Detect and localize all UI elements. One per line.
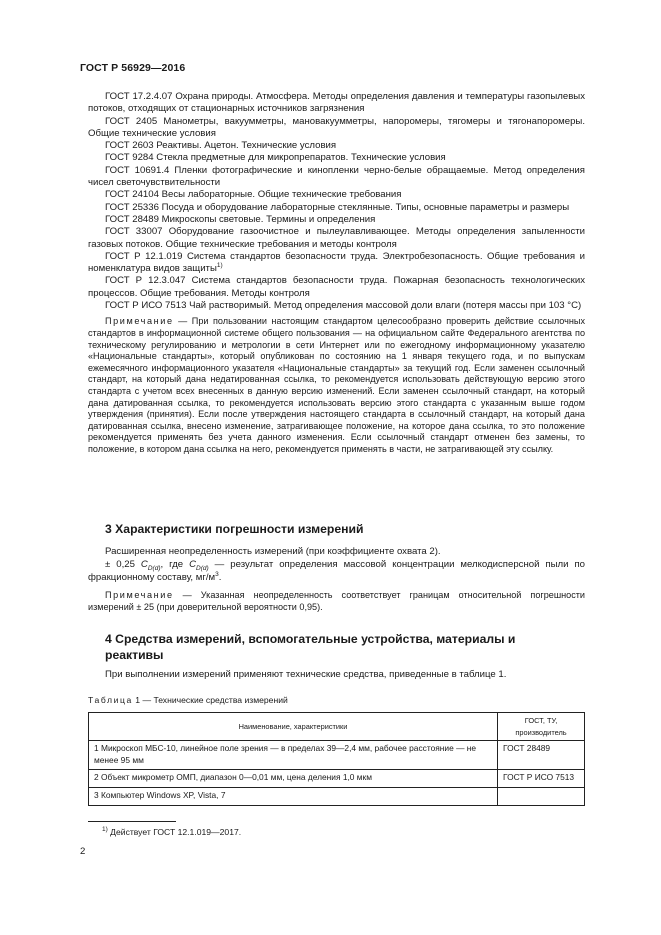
document-header: ГОСТ Р 56929—2016 xyxy=(80,62,186,74)
equipment-table xyxy=(88,712,585,806)
section-3-formula-paragraph: ± 0,25 $C_{D(d)}$, где $C_{D(d)}$ — результат определения массовой концентрации мелкодисперсной пыли по фракционному составу, $мг/м^3$. xyxy=(88,559,585,583)
section-3-body xyxy=(88,545,585,613)
footnote-divider xyxy=(88,821,176,822)
table-cell: 1 Микроскоп МБС-10, линейное поле зрения — в пределах 39—2,4 мм, рабочее расстояние — не менее 95 мм xyxy=(89,741,498,770)
reference-item: ГОСТ 25336 Посуда и оборудование лабораторные стеклянные. Типы, основные параметры и размеры xyxy=(105,201,570,213)
section-3-note xyxy=(88,590,585,613)
note-label: Примечание xyxy=(105,590,174,600)
note-label: Примечание xyxy=(105,316,174,327)
table-header-row xyxy=(89,713,585,741)
reference-item: ГОСТ 33007 Оборудование газоочистное и пылеулавливающее. Методы определения запыленности газовых потоков. Общие технические требования и методы контроля xyxy=(88,226,585,250)
footnote-text: Действует ГОСТ 12.1.019—2017. xyxy=(107,827,242,837)
normative-references xyxy=(88,91,585,455)
note-text: — Указанная неопределенность соответствует границам относительной погрешности измерений ± 25 (при доверительной вероятности 0,95). xyxy=(88,590,585,612)
table-caption xyxy=(88,695,288,705)
table-row xyxy=(89,741,585,770)
reference-item: ГОСТ Р ИСО 7513 Чай растворимый. Метод определения массовой доли влаги (потеря массы при 103 °С) xyxy=(105,300,582,312)
table-caption-label: Таблица xyxy=(88,695,133,705)
section-4-heading: 4 Средства измерений, вспомогательные устройства, материалы и реактивы xyxy=(105,632,516,662)
table-cell xyxy=(498,788,585,806)
table-row xyxy=(89,788,585,806)
note-text: — При пользовании настоящим стандартом целесообразно проверить действие ссылочных стандартов в информационной системе общего пользования — на официальном сайте Федерального агентства по техническому регулированию и метрологии в сети Интернет или по ежегодному информационному указателю «Национальные стандарты», который опубликован по состоянию на 1 января текущего года, и по выпускам ежемесячного информационного указателя «Национальные стандарты» за текущий год. Если заменен ссылочный стандарт, на который дана недатированная ссылка, то рекомендуется использовать действующую версию этого стандарта с учетом всех внесенных в данную версию изменений. Если заменен ссылочный стандарт, на который дана датированная ссылка, то рекомендуется использовать версию этого стандарта с указанным выше годом утверждения (принятия). Если после утверждения настоящего стандарта в ссылочный стандарт, на который дана датированная ссылка, внесено изменение, затрагивающее положение, на которое дана ссылка, то это положение рекомендуется применять без учета данного изменения. Если ссылочный стандарт отменен без замены, то положение, в котором дана ссылка на него, рекомендуется применять в части, не затрагивающей эту ссылку. xyxy=(88,316,585,454)
references-note xyxy=(88,316,585,455)
reference-item: ГОСТ 17.2.4.07 Охрана природы. Атмосфера. Методы определения давления и температуры газопылевых потоков, отходящих от стационарных источников загрязнения xyxy=(88,91,585,115)
table-header-cell: Наименование, характеристики xyxy=(89,713,498,741)
reference-item: ГОСТ 9284 Стекла предметные для микропрепаратов. Технические условия xyxy=(105,152,446,164)
reference-item: ГОСТ Р 12.3.047 Система стандартов безопасности труда. Пожарная безопасность технологических процессов. Общие требования. Методы контроля xyxy=(88,275,585,299)
table-cell: ГОСТ 28489 xyxy=(498,741,585,770)
section-4-intro: При выполнении измерений применяют технические средства, приведенные в таблице 1. xyxy=(105,669,507,680)
reference-item-with-footnote xyxy=(88,251,585,276)
reference-item: ГОСТ 2405 Манометры, вакуумметры, мановакуумметры, напоромеры, тягомеры и тягонапоромеры. Общие технические условия xyxy=(88,115,585,139)
reference-item: ГОСТ Р 12.1.019 Система стандартов безопасности труда. Электробезопасность. Общие требования и номенклатура видов защиты xyxy=(88,250,585,275)
footnote-ref-mark: 1) xyxy=(216,261,223,269)
reference-item: ГОСТ 28489 Микроскопы световые. Термины и определения xyxy=(105,213,376,225)
footnote-mark: 1) xyxy=(102,826,108,834)
section-3-paragraph: Расширенная неопределенность измерений (при коэффициенте охвата 2). xyxy=(105,546,441,557)
table-cell: 3 Компьютер Windows XP, Vista, 7 xyxy=(89,788,498,806)
reference-item: ГОСТ 24104 Весы лабораторные. Общие технические требования xyxy=(105,189,402,201)
footnote xyxy=(102,827,241,837)
table-row xyxy=(89,770,585,788)
table-cell: 2 Объект микрометр ОМП, диапазон 0—0,01 мм, цена деления 1,0 мкм xyxy=(89,770,498,788)
reference-item: ГОСТ 10691.4 Пленки фотографические и кинопленки черно-белые обращаемые. Метод определения чисел светочувствительности xyxy=(88,164,585,189)
table-caption-text: 1 — Технические средства измерений xyxy=(132,695,288,705)
section-3-heading: 3 Характеристики погрешности измерений xyxy=(105,522,364,536)
page-number: 2 xyxy=(80,846,86,857)
reference-item: ГОСТ 2603 Реактивы. Ацетон. Технические условия xyxy=(105,140,337,152)
table-cell: ГОСТ Р ИСО 7513 xyxy=(498,770,585,788)
table-header-cell: ГОСТ, ТУ, производитель xyxy=(498,713,585,741)
